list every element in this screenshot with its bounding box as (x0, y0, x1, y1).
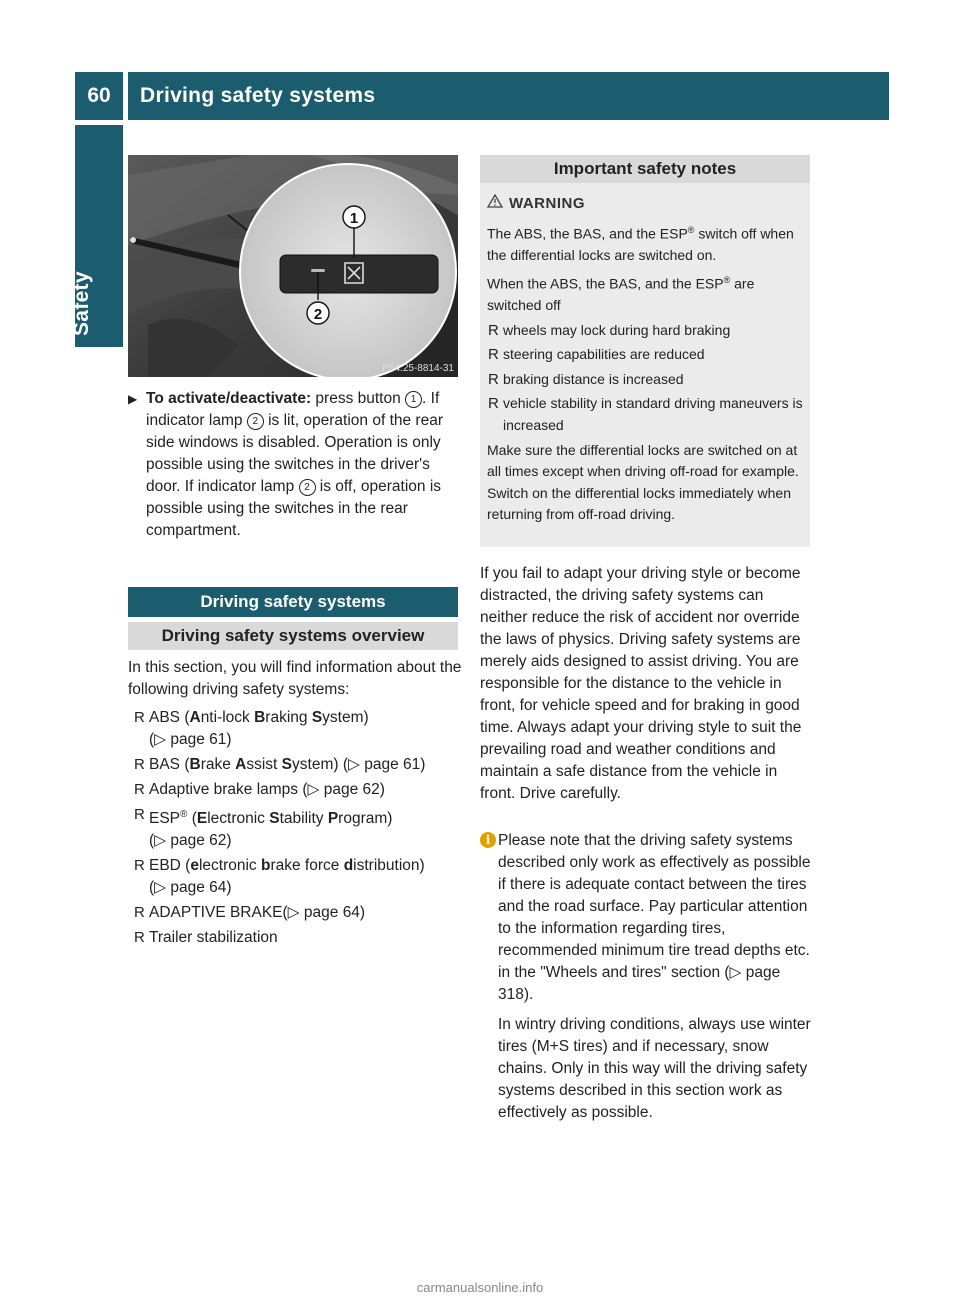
page-ref-link[interactable]: Adaptive brake lamps (▷ page 62) (149, 781, 385, 798)
item-bold: S (281, 756, 293, 773)
warning-paragraph (487, 220, 807, 267)
item-text: Trailer stabilization (149, 929, 278, 947)
step-arrow-icon: ▶ (128, 392, 138, 406)
bullet-icon: R (488, 370, 499, 388)
item-bold: B (189, 756, 201, 773)
body-paragraph: If you fail to adapt your driving style or become distracted, the driving safety systems can neither reduce the risk of accident nor override the laws of physics. Driving safety systems are merely aids designed to assist driving. You are responsible for the distance to the vehicle in front, for vehicle speed and for braking in good time. Always adapt your driving style to suit the prevailing road and weather conditions and maintain a safe distance from the vehicle in front. Drive carefully. (480, 565, 802, 802)
list-item (487, 393, 807, 436)
item-text: rogram) (338, 810, 393, 828)
item-text: raking (265, 709, 312, 726)
bullet-icon: R (134, 781, 145, 798)
list-item (133, 927, 463, 949)
step-text: is off, operation is possible using the switches in the rear compartment. (146, 478, 442, 539)
item-text: ( (187, 810, 197, 828)
item-text: lectronic (198, 857, 261, 875)
warning-span: When the ABS, the BAS, and the ESP (487, 275, 724, 292)
info-note (480, 830, 814, 1132)
bullet-icon: R (134, 857, 145, 875)
warning-label: WARNING (509, 195, 585, 212)
list-item (487, 344, 807, 366)
systems-list (133, 704, 463, 949)
warning-text (487, 220, 807, 526)
activate-instruction (128, 388, 462, 542)
item-text: nti-lock (200, 709, 255, 726)
item-bold: b (261, 857, 271, 875)
page-ref-link[interactable]: ADAPTIVE BRAKE(▷ page 64) (149, 904, 366, 922)
bullet-icon: R (134, 904, 145, 922)
steering-wheel-illustration (128, 155, 458, 377)
bullet-icon: R (134, 756, 145, 773)
step-text: . If indicator lamp (146, 390, 440, 429)
page-title: Driving safety systems (140, 84, 376, 107)
callout-1-label: 1 (349, 210, 359, 227)
step-text: press button (311, 390, 406, 407)
list-item (487, 369, 807, 391)
item-text: BAS ( (149, 756, 190, 773)
subsection-heading: Driving safety systems overview (128, 622, 458, 650)
list-item (133, 779, 463, 801)
item-text: ssist (246, 756, 282, 773)
item-text: tability (279, 810, 328, 828)
step-lead: To activate/deactivate: (146, 390, 312, 407)
warning-triangle-icon (487, 194, 503, 212)
bullet-icon: R (488, 395, 499, 413)
warning-span: switch off when the differential locks are switched on. (487, 225, 794, 264)
page-ref-link[interactable]: (▷ page 61) (149, 731, 232, 748)
list-item (487, 320, 807, 342)
item-bold: B (254, 709, 266, 726)
item-bold: d (343, 857, 354, 875)
warning-span: The ABS, the BAS, and the ESP (487, 225, 688, 242)
steering-wheel-figure (128, 155, 458, 377)
page-number: 60 (87, 84, 111, 107)
page-ref-link[interactable]: (▷ page 62) (149, 832, 232, 850)
item-text: braking distance is increased (503, 370, 684, 387)
item-text: rake (200, 756, 236, 773)
item-bold: A (189, 709, 201, 726)
item-bold: P (327, 810, 339, 828)
item-text: ABS ( (149, 709, 190, 726)
item-text: vehicle stability in standard driving maneuvers is increased (503, 395, 803, 434)
list-item (133, 804, 463, 852)
section-intro: In this section, you will find information about the following driving safety systems: (128, 659, 462, 698)
bullet-icon: R (488, 346, 499, 364)
watermark: carmanualsonline.info (416, 1280, 544, 1295)
section-heading: Driving safety systems (128, 587, 458, 617)
item-text: ystem) (322, 709, 369, 726)
info-icon: i (480, 832, 496, 848)
registered-mark: ® (180, 809, 188, 820)
item-text: lectronic (207, 810, 270, 828)
registered-mark: ® (723, 274, 731, 285)
warning-span: are switched off (487, 275, 755, 314)
page-ref-link[interactable]: (▷ page 64) (149, 879, 232, 897)
info-paragraph: Please note that the driving safety systems described only work as effectively as possible if there is adequate contact between the tires and the road surface. Pay particular attention to the information regarding tires, recommended minimum tire tread depths etc. in the "Wheels and tires" section (▷ page 318). (498, 832, 811, 1003)
bullet-icon: R (134, 929, 145, 947)
item-text: wheels may lock during hard braking (503, 321, 731, 338)
item-bold: e (190, 857, 199, 875)
figure-code: P54.25-8814-31 (382, 363, 454, 374)
step-text: is lit, operation of the rear side windows is disabled. Operation is only possible using the switches in the driver's door. If indicator lamp (146, 412, 444, 495)
warning-paragraph: Make sure the differential locks are switched on at all times except when driving off-road for example. Switch on the differential locks immediately when returning from off-road driving. (487, 441, 799, 523)
item-text: rake force (270, 857, 344, 875)
warning-paragraph (487, 270, 807, 317)
callout-1-icon: 1 (405, 391, 422, 408)
item-bold: S (269, 810, 280, 828)
bullet-icon: R (134, 709, 145, 726)
important-heading: Important safety notes (480, 155, 810, 183)
list-item (133, 707, 463, 751)
item-text: istribution) (353, 857, 425, 875)
bullet-icon: R (488, 321, 499, 339)
list-item (133, 855, 463, 899)
item-text: steering capabilities are reduced (503, 346, 705, 363)
item-text: ESP (149, 810, 181, 828)
page-ref-link[interactable]: ystem) (▷ page 61) (292, 756, 426, 773)
list-item (133, 902, 463, 924)
callout-2-icon: 2 (299, 479, 316, 496)
callout-2-icon: 2 (247, 413, 264, 430)
item-bold: E (196, 810, 208, 828)
registered-mark: ® (687, 225, 695, 235)
list-item (133, 754, 463, 776)
item-bold: S (311, 709, 323, 726)
callout-2-label: 2 (313, 306, 323, 323)
bullet-icon: R (134, 806, 145, 823)
warning-title (487, 194, 585, 212)
item-text: EBD ( (149, 857, 191, 875)
info-paragraph: In wintry driving conditions, always use winter tires (M+S tires) and if necessary, snow chains. Only in this way will the driving safety systems described in this section work as effectively as possible. (498, 1016, 811, 1121)
side-tab-label: Safety (70, 271, 93, 336)
item-bold: A (235, 756, 247, 773)
